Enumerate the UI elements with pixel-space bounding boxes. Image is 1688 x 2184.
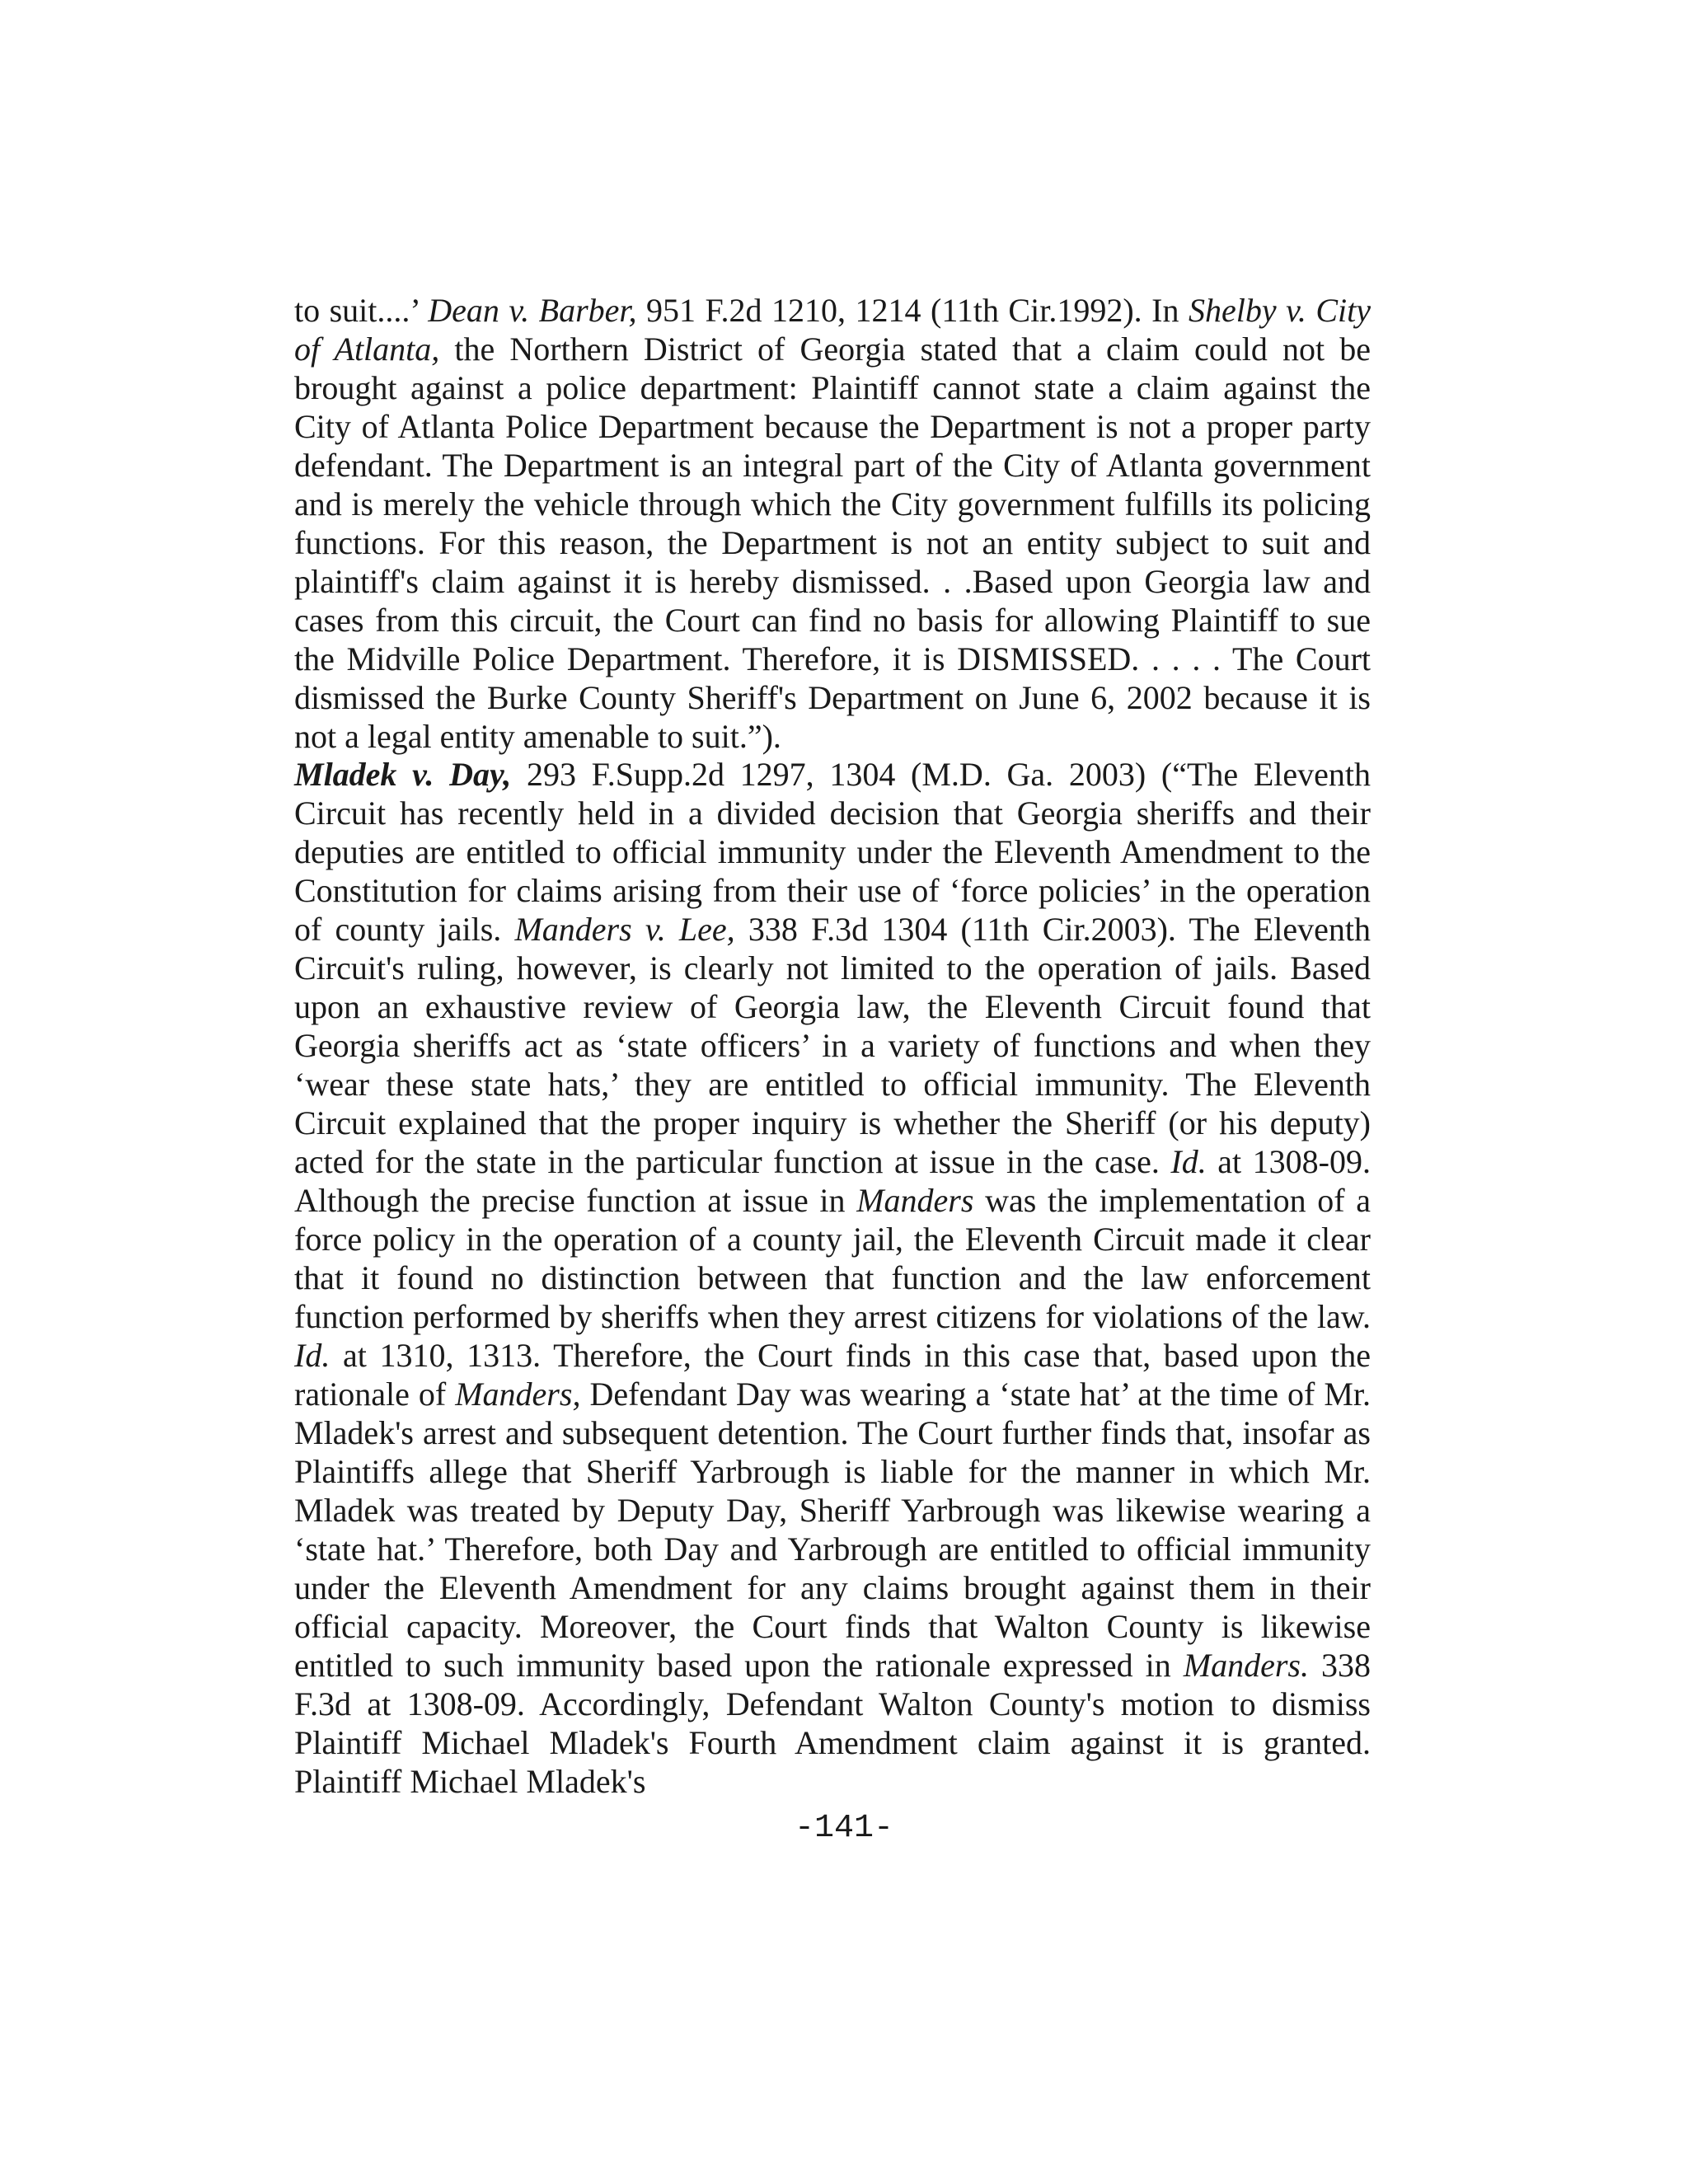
case-name-shelby-v-city-of-atlanta: Shelby v. City of Atlanta, — [294, 292, 1372, 368]
text-segment: to suit....’ — [294, 292, 429, 329]
citation-id: Id. — [1170, 1143, 1207, 1180]
case-name-manders: Manders — [856, 1182, 974, 1219]
text-segment: Defendant Day was wearing a ‘state hat’ at the time of Mr. Mladek's arrest and subsequent detention. The Court further finds that, insofar as Plaintiffs allege that Sheriff Yarbrough is liable for the manner in which Mr. Mladek was treated by Deputy Day, Sheriff Yarbrough was likewise wearing a ‘state hat.’ Therefore, both Day and Yarbrough are entitled to official immunity under the Eleventh Amendment for any claims brought against them in their official capacity. Moreover, the Court finds that Walton County is likewise entitled to such immunity based upon the rationale expressed in — [294, 1376, 1371, 1684]
text-segment: at 1310, 1313. Therefore, the Court finds in this case that, based upon the rationale of — [294, 1337, 1371, 1413]
page-number: -141- — [794, 1810, 894, 1847]
text-segment: 338 F.3d 1304 (11th Cir.2003). The Eleventh Circuit's ruling, however, is clearly not limited to the operation of jails. Based upon an exhaustive review of Georgia law, the Eleventh Circuit found that Georgia sheriffs act as ‘state officers’ in a variety of functions and when they ‘wear these state hats,’ they are entitled to official immunity. The Eleventh Circuit explained that the proper inquiry is whether the Sheriff (or his deputy) acted for the state in the particular function at issue in the case. — [294, 911, 1371, 1180]
text-segment: 951 F.2d 1210, 1214 (11th Cir.1992). In — [636, 292, 1189, 329]
case-name-manders: Manders, — [455, 1376, 581, 1413]
paragraph-shelby-citation — [294, 291, 1371, 756]
case-name-manders-v-lee: Manders v. Lee, — [514, 911, 735, 948]
case-heading-mladek-v-day: Mladek v. Day, — [294, 756, 512, 793]
text-segment: the Northern District of Georgia stated that a claim could not be brought against a police department: Plaintiff cannot state a claim against the City of Atlanta Police Department because the Department is not a proper party defendant. The Department is an integral part of the City of Atlanta government and is merely the vehicle through which the City government fulfills its policing functions. For this reason, the Department is not an entity subject to suit and plaintiff's claim against it is hereby dismissed. . .Based upon Georgia law and cases from this circuit, the Court can find no basis for allowing Plaintiff to sue the Midville Police Department. Therefore, it is DISMISSED. . . . . The Court dismissed the Burke County Sheriff's Department on June 6, 2002 because it is not a legal entity amenable to suit.”). — [294, 330, 1371, 755]
citation-id: Id. — [294, 1337, 331, 1374]
text-segment: 293 F.Supp.2d 1297, 1304 (M.D. Ga. 2003) (“The Eleventh Circuit has recently held in a divided decision that Georgia sheriffs and their deputies are entitled to official immunity under the Eleventh Amendment to the Constitution for claims arising from their use of ‘force policies’ in the operation of county jails. — [294, 756, 1372, 948]
case-name-dean-v-barber: Dean v. Barber, — [428, 292, 637, 329]
paragraph-mladek-v-day — [294, 755, 1371, 1801]
text-segment: at 1308-09. Although the precise function at issue in — [294, 1143, 1372, 1219]
text-segment: 338 F.3d at 1308-09. Accordingly, Defendant Walton County's motion to dismiss Plaintiff Michael Mladek's Fourth Amendment claim against it is granted. Plaintiff Michael Mladek's — [294, 1647, 1372, 1800]
text-segment: was the implementation of a force policy in the operation of a county jail, the Eleventh Circuit made it clear that it found no distinction between that function and the law enforcement function performed by sheriffs when they arrest citizens for violations of the law. — [294, 1182, 1371, 1335]
case-name-manders: Manders. — [1183, 1647, 1309, 1684]
